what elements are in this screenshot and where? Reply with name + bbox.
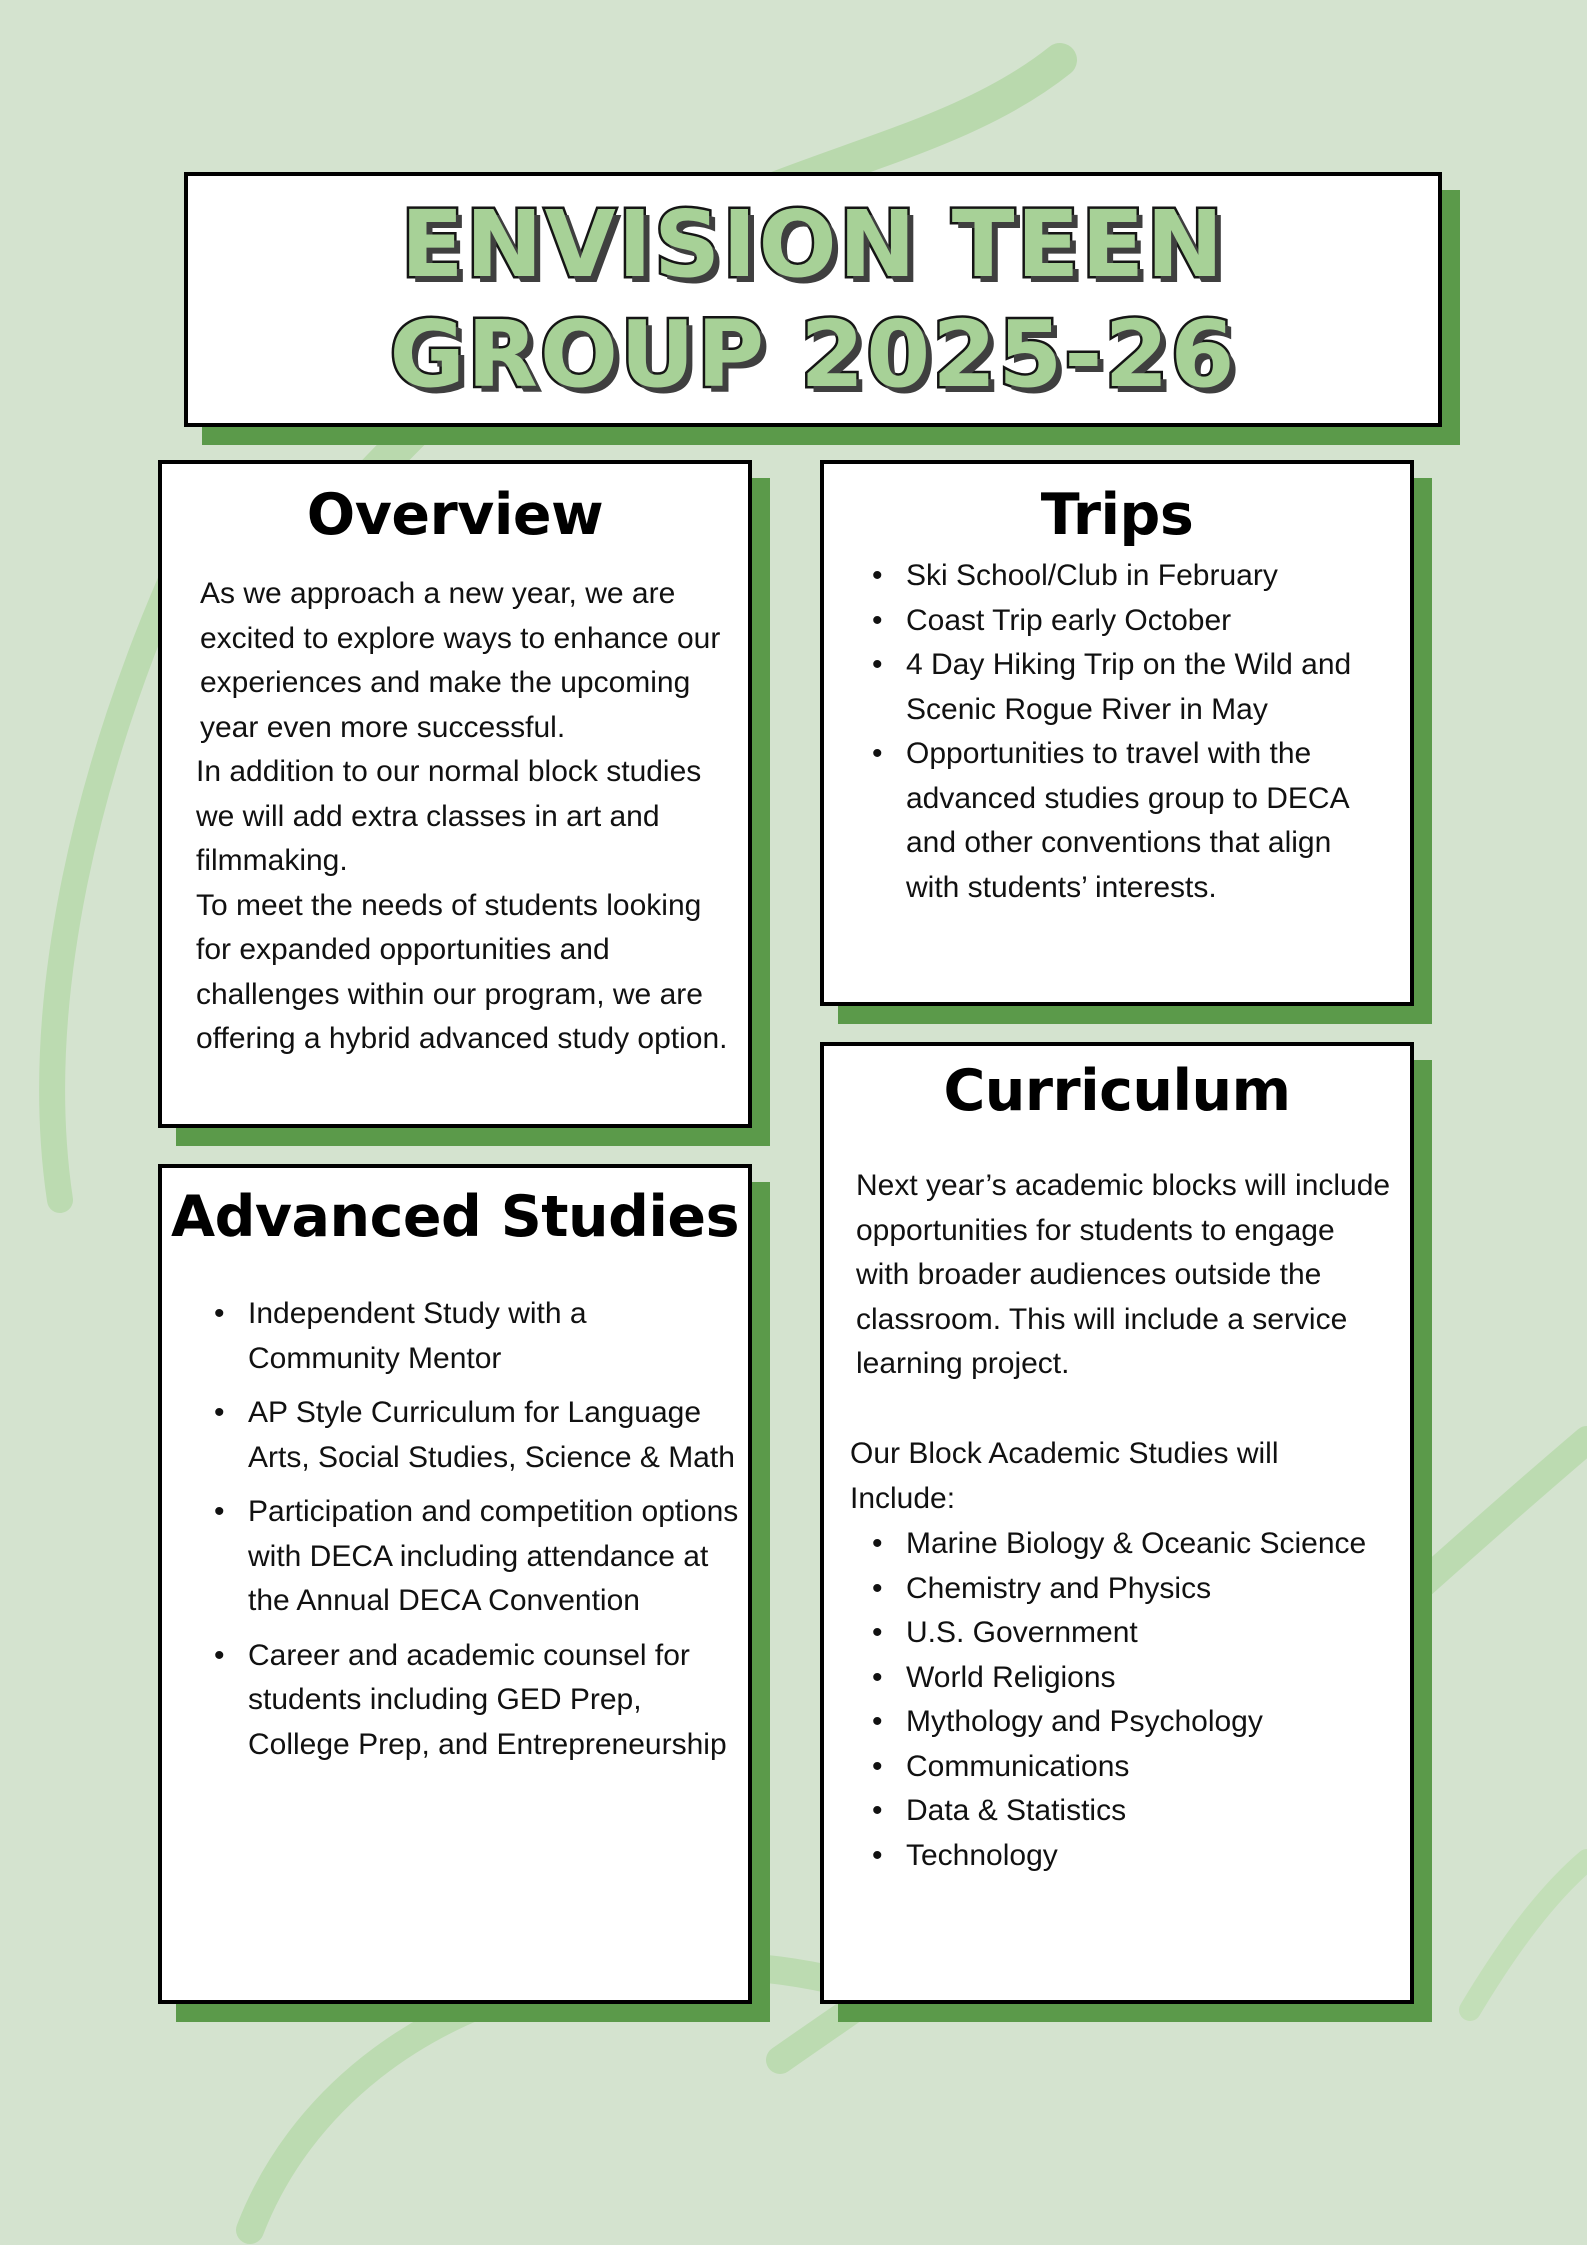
- list-item: • Ski School/Club in February: [850, 554, 1390, 599]
- advanced-studies-card: [158, 1164, 752, 2004]
- curriculum-list: [850, 1522, 1390, 1878]
- list-item: • Chemistry and Physics: [850, 1567, 1390, 1612]
- list-item: • Data & Statistics: [850, 1789, 1390, 1834]
- title-line-1: ENVISION TEEN: [400, 190, 1226, 298]
- curriculum-lead: Our Block Academic Studies will Include:: [850, 1437, 1279, 1515]
- trips-list: [850, 554, 1390, 910]
- title-line-2: GROUP 2025-26: [389, 300, 1237, 408]
- curriculum-heading: Curriculum: [943, 1058, 1291, 1124]
- list-item: • AP Style Curriculum for Language Arts, Social Studies, Science & Math: [192, 1391, 742, 1480]
- list-item: • 4 Day Hiking Trip on the Wild and Scenic Rogue River in May: [850, 643, 1390, 732]
- overview-text: [196, 572, 736, 1062]
- swirl-right-edge: [1470, 1860, 1587, 2010]
- title-card: [184, 172, 1442, 427]
- overview-paragraph: To meet the needs of students looking for expanded opportunities and challenges within our program, we are offering a hybrid advanced study option.: [196, 888, 728, 1055]
- list-item: • Marine Biology & Oceanic Science: [850, 1522, 1390, 1567]
- list-item: • U.S. Government: [850, 1611, 1390, 1656]
- advanced-studies-heading: Advanced Studies: [170, 1184, 739, 1250]
- trips-card: [820, 460, 1414, 1006]
- list-item: • Communications: [850, 1745, 1390, 1790]
- curriculum-intro: Next year’s academic blocks will include opportunities for students to engage with broader audiences outside the classroom. This will include a service learning project.: [856, 1169, 1391, 1380]
- list-item: • Career and academic counsel for students including GED Prep, College Prep, and Entrepreneurship: [192, 1634, 742, 1768]
- overview-heading: Overview: [306, 482, 604, 548]
- advanced-studies-list: [192, 1292, 742, 1777]
- list-item: • Coast Trip early October: [850, 599, 1390, 644]
- curriculum-card: [820, 1042, 1414, 2004]
- list-item: • Independent Study with a Community Mentor: [192, 1292, 742, 1381]
- trips-heading: Trips: [1040, 482, 1194, 548]
- list-item: • Participation and competition options with DECA including attendance at the Annual DECA Convention: [192, 1490, 742, 1624]
- list-item: • Opportunities to travel with the advanced studies group to DECA and other conventions that align with students’ interests.: [850, 732, 1390, 910]
- swirl-bottom-left: [250, 1965, 900, 2230]
- list-item: • Technology: [850, 1834, 1390, 1879]
- overview-paragraph: In addition to our normal block studies we will add extra classes in art and filmmaking.: [196, 755, 702, 877]
- list-item: • World Religions: [850, 1656, 1390, 1701]
- overview-paragraph: As we approach a new year, we are excited to explore ways to enhance our experiences and make the upcoming year even more successful.: [200, 577, 721, 744]
- overview-card: [158, 460, 752, 1128]
- list-item: • Mythology and Psychology: [850, 1700, 1390, 1745]
